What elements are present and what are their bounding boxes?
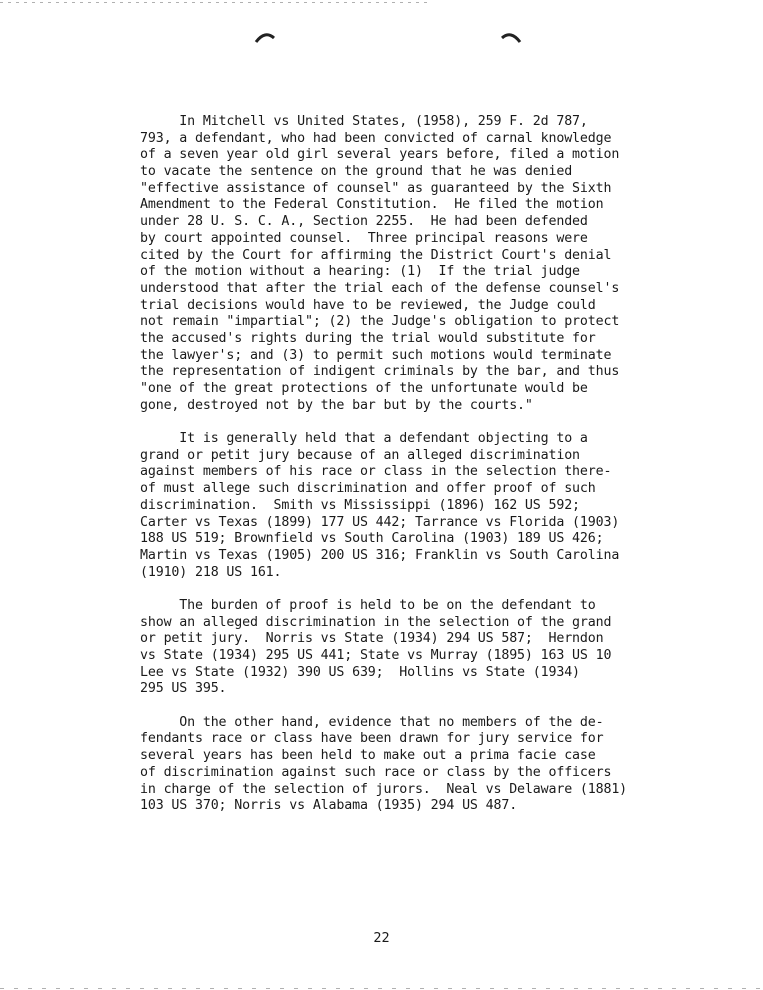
text-line: cited by the Court for affirming the District Court's denial (140, 247, 612, 263)
text-line: 793, a defendant, who had been convicted of carnal knowledge (140, 130, 612, 146)
text-line: "one of the great protections of the unfortunate would be (140, 381, 588, 396)
text-line: Amendment to the Federal Constitution. He filed the motion (140, 197, 604, 213)
text-line: (1910) 218 US 161. (140, 564, 282, 580)
text-line: "effective assistance of counsel" as guaranteed by the Sixth (140, 180, 612, 196)
text-line: 295 US 395. (140, 681, 227, 697)
text-line: in charge of the selection of jurors. Neal vs Delaware (1881) (140, 781, 628, 797)
text-line: Carter vs Texas (1899) 177 US 442; Tarrance vs Florida (1903) (140, 514, 620, 530)
text-line: vs State (1934) 295 US 441; State vs Murray (1895) 163 US 10 (140, 648, 612, 663)
scan-artifact-bottom (0, 988, 763, 989)
hole-punch-mark-right-icon (500, 30, 522, 44)
text-line: by court appointed counsel. Three principal reasons were (140, 230, 588, 246)
text-line: Lee vs State (1932) 390 US 639; Hollins vs State (1934) (140, 664, 580, 680)
text-line: the accused's rights during the trial would substitute for (140, 330, 596, 346)
text-line: several years has been held to make out a prima facie case (140, 748, 596, 764)
text-line: On the other hand, evidence that no members of the de- (140, 714, 604, 730)
paragraph-jury-discrimination (140, 431, 700, 581)
text-line: It is generally held that a defendant objecting to a (140, 431, 588, 447)
text-line: or petit jury. Norris vs State (1934) 294 US 587; Herndon (140, 631, 604, 647)
text-line: of discrimination against such race or class by the officers (140, 764, 612, 780)
text-line: The burden of proof is held to be on the defendant to (140, 597, 596, 613)
hole-punch-mark-left-icon (254, 30, 276, 44)
page-number: 22 (373, 930, 390, 946)
text-line: trial decisions would have to be reviewed, the Judge could (140, 297, 596, 313)
text-line: Martin vs Texas (1905) 200 US 316; Franklin vs South Carolina (140, 547, 620, 563)
paragraph-mitchell (140, 114, 700, 414)
text-line: to vacate the sentence on the ground that he was denied (140, 164, 573, 180)
paragraph-burden-of-proof (140, 598, 700, 698)
text-line: show an alleged discrimination in the selection of the grand (140, 614, 612, 630)
text-line: discrimination. Smith vs Mississippi (1896) 162 US 592; (140, 497, 580, 513)
text-line: the representation of indigent criminals by the bar, and thus (140, 364, 620, 380)
text-line: understood that after the trial each of the defense counsel's (140, 280, 620, 296)
text-line: not remain "impartial"; (2) the Judge's obligation to protect (140, 314, 620, 330)
scan-artifact-top (0, 2, 430, 3)
text-line: In Mitchell vs United States, (1958), 259 F. 2d 787, (140, 114, 588, 129)
text-line: 103 US 370; Norris vs Alabama (1935) 294 US 487. (140, 798, 518, 814)
text-line: under 28 U. S. C. A., Section 2255. He had been defended (140, 214, 588, 230)
text-line: of must allege such discrimination and offer proof of such (140, 481, 596, 497)
body-text (140, 114, 700, 832)
text-line: the lawyer's; and (3) to permit such motions would terminate (140, 347, 612, 363)
text-line: of the motion without a hearing: (1) If the trial judge (140, 264, 580, 280)
paragraph-prima-facie (140, 715, 700, 815)
text-line: gone, destroyed not by the bar but by the courts." (140, 397, 533, 413)
text-line: against members of his race or class in the selection there- (140, 464, 612, 480)
text-line: of a seven year old girl several years before, filed a motion (140, 147, 620, 163)
text-line: fendants race or class have been drawn for jury service for (140, 731, 604, 747)
text-line: 188 US 519; Brownfield vs South Carolina (1903) 189 US 426; (140, 531, 604, 547)
text-line: grand or petit jury because of an alleged discrimination (140, 447, 580, 463)
